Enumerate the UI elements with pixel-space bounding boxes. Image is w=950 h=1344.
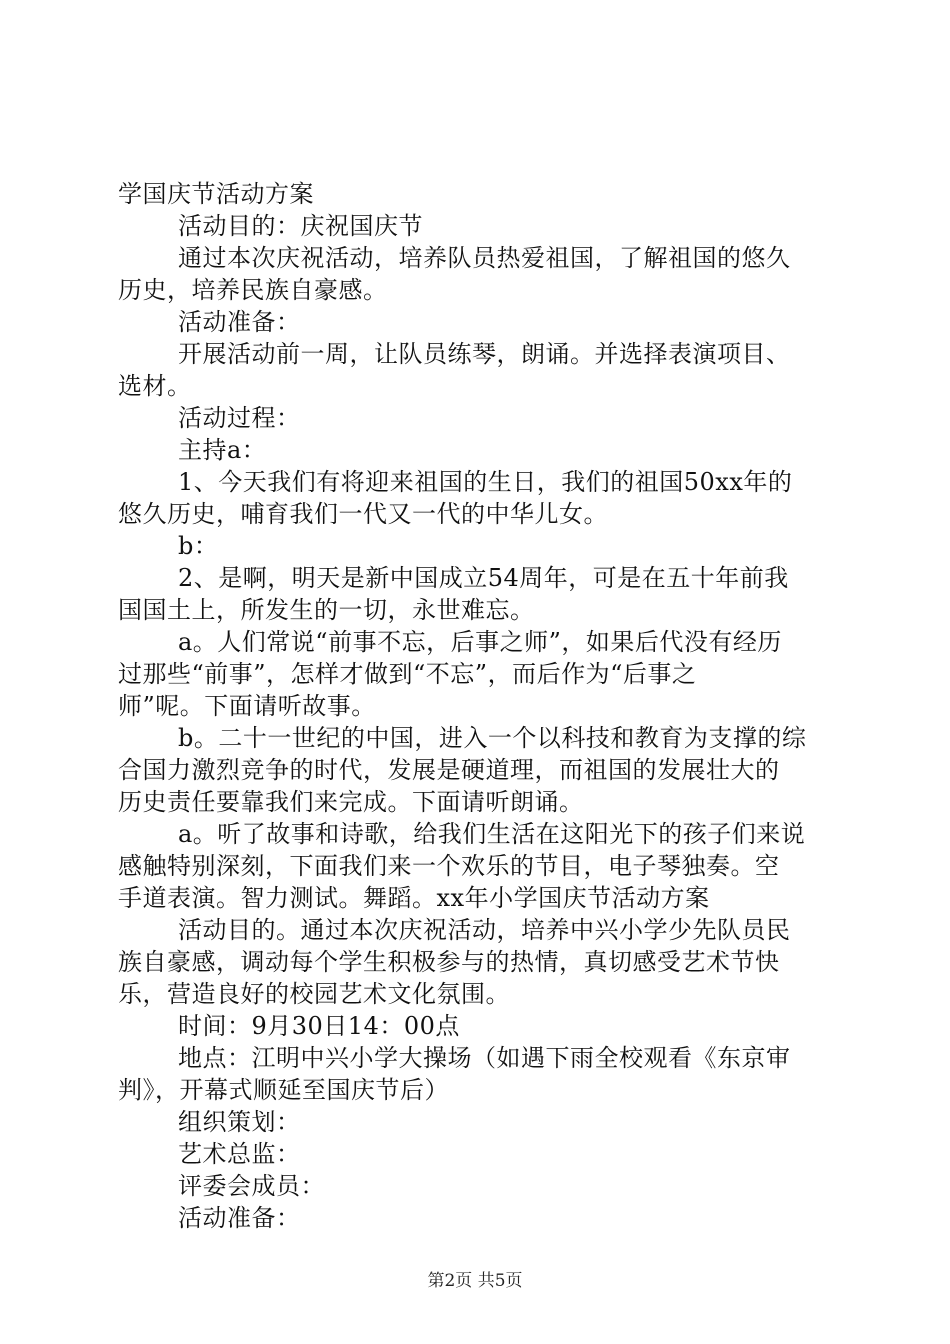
text-line: 地点：江明中兴小学大操场（如遇下雨全校观看《东京审 (178, 1044, 791, 1072)
text-line: 评委会成员： (178, 1172, 325, 1200)
text-line: 族自豪感，调动每个学生积极参与的热情，真切感受艺术节快 (118, 948, 780, 976)
text-line: 学国庆节活动方案 (118, 180, 314, 208)
text-line: a。听了故事和诗歌，给我们生活在这阳光下的孩子们来说 (178, 820, 806, 848)
text-line: b： (178, 532, 219, 560)
text-line: 合国力激烈竞争的时代，发展是硬道理，而祖国的发展壮大的 (118, 756, 780, 784)
page-number-footer: 第2页 共5页 (427, 1271, 523, 1291)
text-line: 乐，营造良好的校园艺术文化氛围。 (118, 980, 510, 1008)
text-line: 判》，开幕式顺延至国庆节后） (118, 1076, 449, 1104)
text-line: 活动目的。通过本次庆祝活动，培养中兴小学少先队员民 (178, 916, 791, 944)
text-line: 时间：9月30日14：00点 (178, 1012, 460, 1040)
text-line: 历史责任要靠我们来完成。下面请听朗诵。 (118, 788, 584, 816)
text-line: 活动目的：庆祝国庆节 (178, 212, 423, 240)
text-line: 历史，培养民族自豪感。 (118, 276, 388, 304)
text-line: 艺术总监： (178, 1140, 301, 1168)
text-line: 主持a： (178, 436, 267, 464)
text-line: 活动过程： (178, 404, 301, 432)
text-line: 1、今天我们有将迎来祖国的生日，我们的祖国50xx年的 (178, 468, 793, 496)
text-line: 感触特别深刻，下面我们来一个欢乐的节目，电子琴独奏。空 (118, 852, 780, 880)
text-line: 组织策划： (178, 1108, 301, 1136)
text-line: a。人们常说“前事不忘，后事之师”，如果后代没有经历 (178, 628, 782, 656)
text-line: 开展活动前一周，让队员练琴，朗诵。并选择表演项目、 (178, 340, 791, 368)
text-line: 悠久历史，哺育我们一代又一代的中华儿女。 (118, 500, 608, 528)
text-line: 过那些“前事”，怎样才做到“不忘”，而后作为“后事之 (118, 660, 697, 688)
text-line: 选材。 (118, 372, 192, 400)
text-line: 活动准备： (178, 308, 301, 336)
text-line: 手道表演。智力测试。舞蹈。xx年小学国庆节活动方案 (118, 884, 710, 912)
text-line: b。二十一世纪的中国，进入一个以科技和教育为支撑的综 (178, 724, 807, 752)
text-line: 2、是啊，明天是新中国成立54周年，可是在五十年前我 (178, 564, 789, 592)
text-line: 活动准备： (178, 1204, 301, 1232)
text-line: 师”呢。下面请听故事。 (118, 692, 376, 720)
text-line: 国国土上，所发生的一切，永世难忘。 (118, 596, 535, 624)
text-line: 通过本次庆祝活动，培养队员热爱祖国，了解祖国的悠久 (178, 244, 791, 272)
